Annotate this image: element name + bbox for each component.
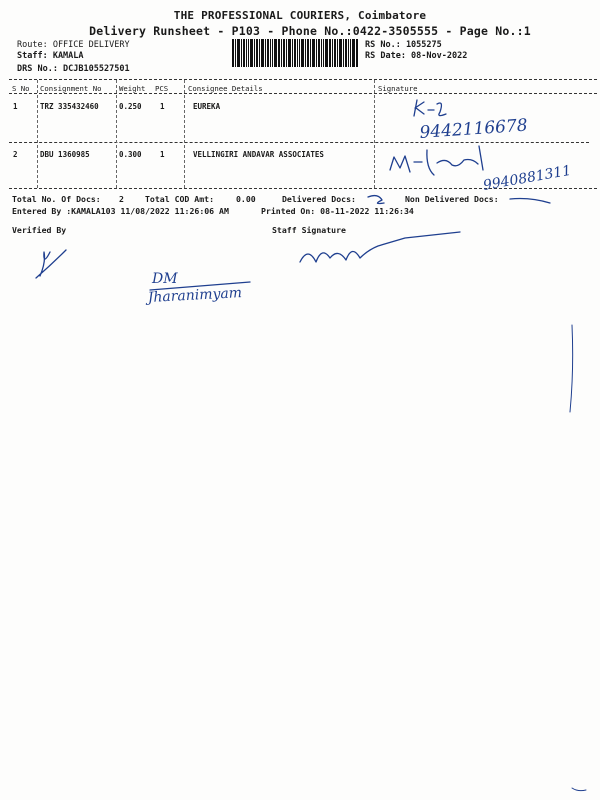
- rs-number: RS No.: 1055275: [365, 40, 442, 50]
- verified-by-label: Verified By: [12, 225, 67, 235]
- verified-tick: [36, 250, 66, 278]
- staff-sign-name: Mkany: [298, 247, 367, 271]
- delivered-docs-label: Delivered Docs:: [282, 194, 356, 204]
- staff-label: Staff: KAMALA: [17, 51, 84, 61]
- total-docs-value: 2: [119, 194, 124, 204]
- row2-sno: 2: [13, 150, 18, 159]
- total-cod-value: 0.00: [236, 194, 256, 204]
- drs-number: DRS No.: DCJB105527501: [17, 64, 130, 74]
- delivered-count: 2: [370, 196, 376, 205]
- header-weight: Weight: [119, 84, 146, 93]
- staff-signature-label: Staff Signature: [272, 225, 346, 235]
- header-pcs: PCS: [155, 84, 169, 93]
- row2-weight: 0.300: [119, 150, 142, 159]
- total-cod-label: Total COD Amt:: [145, 194, 215, 204]
- row2-consignee: VELLINGIRI ANDAVAR ASSOCIATES: [193, 150, 324, 159]
- header-consignee: Consignee Details: [188, 84, 263, 93]
- non-delivered-docs-label: Non Delivered Docs:: [405, 194, 499, 204]
- corner-mark: [572, 788, 586, 791]
- row1-weight: 0.250: [119, 102, 142, 111]
- row1-sign-name: K-Dy: [414, 105, 436, 115]
- header-consignment: Consignment No: [40, 84, 102, 93]
- route-label: Route: OFFICE DELIVERY: [17, 40, 130, 50]
- row1-sno: 1: [13, 102, 18, 111]
- verifier-initials: DM: [152, 271, 178, 287]
- row1-pcs: 1: [160, 102, 165, 111]
- row2-consignment: DBU 1360985: [40, 150, 90, 159]
- rs-date: RS Date: 08-Nov-2022: [365, 51, 468, 61]
- row1-consignee: EUREKA: [193, 102, 221, 111]
- row1-consignment: TRZ 335432460: [40, 102, 99, 111]
- entered-by: Entered By :KAMALA103 11/08/2022 11:26:06 AM: [12, 206, 229, 216]
- header-sno: S No: [12, 84, 30, 93]
- verifier-name: Jharanimyam: [147, 285, 243, 306]
- row2-sign-name: M-Kumar: [390, 165, 433, 175]
- company-title: THE PROFESSIONAL COURIERS, Coimbatore: [173, 9, 427, 22]
- printed-on: Printed On: 08-11-2022 11:26:34: [261, 206, 414, 216]
- margin-stroke: [570, 325, 573, 412]
- row2-pcs: 1: [160, 150, 165, 159]
- phone-2: 9940881311: [481, 162, 573, 194]
- header-signature: Signature: [378, 84, 418, 93]
- phone-1: 9442116678: [418, 115, 529, 143]
- runsheet-subtitle: Delivery Runsheet - P103 - Phone No.:0422-3505555 - Page No.:1: [89, 24, 531, 38]
- non-delivered-mark: [510, 199, 550, 204]
- total-docs-label: Total No. Of Docs:: [12, 194, 101, 204]
